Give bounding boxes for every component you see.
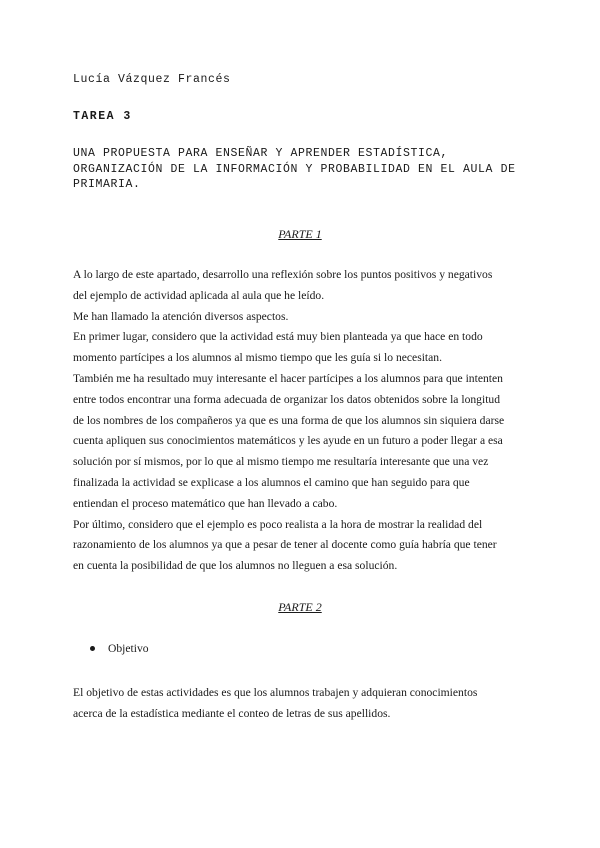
- part2-heading: PARTE 2: [278, 600, 322, 614]
- bullet-label: Objetivo: [108, 642, 149, 655]
- body-line: A lo largo de este apartado, desarrollo una reflexión sobre los puntos positivos y negativos: [73, 268, 493, 281]
- subject-line: UNA PROPUESTA PARA ENSEÑAR Y APRENDER ESTADÍSTICA,: [73, 147, 449, 160]
- task-title: TAREA 3: [73, 110, 132, 123]
- body-line: del ejemplo de actividad aplicada al aula que he leído.: [73, 288, 325, 302]
- body-line: acerca de la estadística mediante el conteo de letras de sus apellidos.: [73, 706, 391, 720]
- body-line: El objetivo de estas actividades es que los alumnos trabajen y adquieran conocimientos: [73, 686, 478, 699]
- body-line: Por último, considero que el ejemplo es poco realista a la hora de mostrar la realidad del: [73, 517, 483, 531]
- body-line: entre todos encontrar una forma adecuada de organizar los datos obtenidos sobre la longitud: [73, 392, 501, 406]
- subject-title: [73, 146, 543, 193]
- subject-line: PRIMARIA.: [73, 178, 141, 191]
- part2-body: [73, 683, 533, 725]
- body-line: solución por sí mismos, por lo que al mismo tiempo me resultaría interesante que una vez: [73, 455, 489, 469]
- bullet-dot-icon: [90, 646, 95, 651]
- body-line: cuenta apliquen sus conocimientos matemáticos y les ayude en un futuro a poder llegar a esa: [73, 434, 503, 448]
- body-line: de los nombres de los compañeros ya que es una forma de que los alumnos sin siquiera darse: [73, 413, 505, 427]
- body-line: En primer lugar, considero que la actividad está muy bien planteada ya que hace en todo: [73, 330, 483, 344]
- author-name: Lucía Vázquez Francés: [73, 73, 231, 86]
- body-line: Me han llamado la atención diversos aspectos.: [73, 309, 289, 323]
- subject-line: ORGANIZACIÓN DE LA INFORMACIÓN Y PROBABILIDAD EN EL AULA DE: [73, 162, 516, 176]
- body-line: entiendan el proceso matemático que han llevado a cabo.: [73, 496, 338, 510]
- body-line: momento partícipes a los alumnos al mismo tiempo que les guía si lo necesitan.: [73, 351, 442, 365]
- part1-body: [73, 265, 533, 577]
- body-line: finalizada la actividad se explicase a los alumnos el camino que han seguido para que: [73, 475, 470, 489]
- part1-heading: PARTE 1: [278, 227, 322, 241]
- body-line: También me ha resultado muy interesante el hacer partícipes a los alumnos para que intenten: [73, 371, 503, 385]
- body-line: razonamiento de los alumnos ya que a pesar de tener al docente como guía habría que tener: [73, 538, 497, 552]
- body-line: en cuenta la posibilidad de que los alumnos no lleguen a esa solución.: [73, 559, 398, 573]
- bullet-item-objetivo: [90, 642, 149, 655]
